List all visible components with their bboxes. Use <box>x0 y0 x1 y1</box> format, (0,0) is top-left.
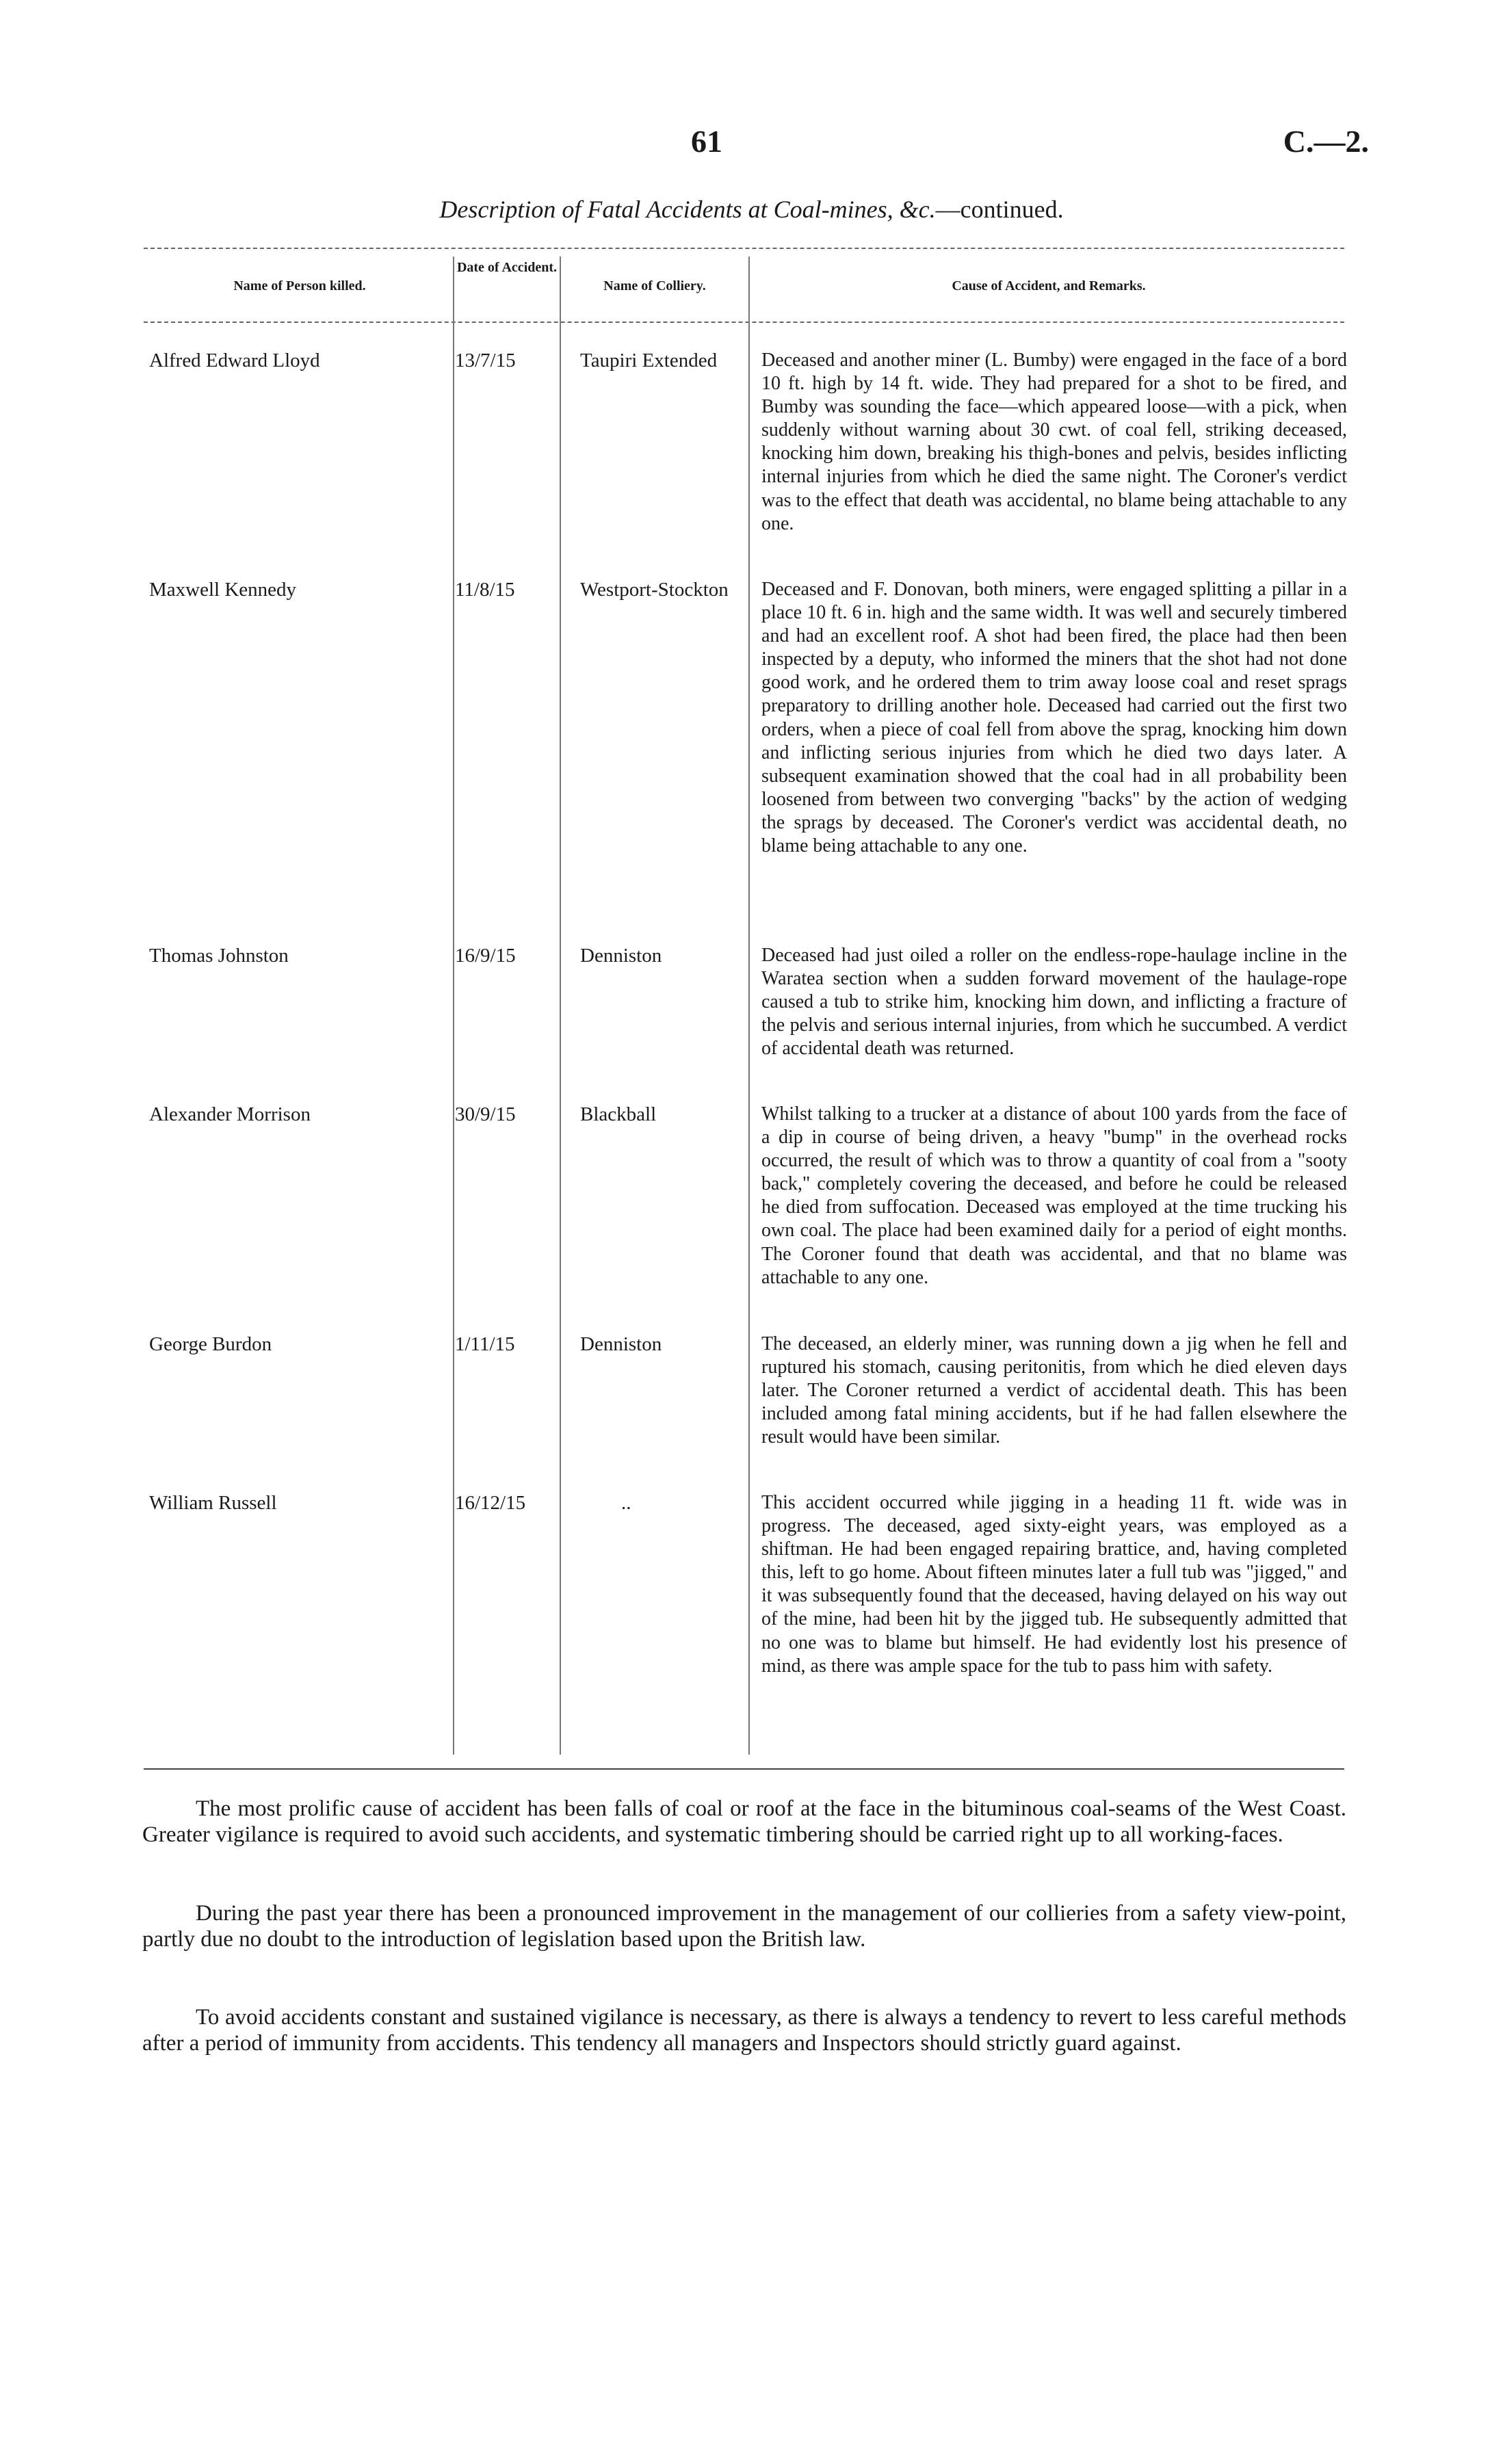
table-row-colliery: Blackball <box>580 1103 657 1125</box>
table-row-date: 16/12/15 <box>455 1492 526 1514</box>
column-header-name: Name of Person killed. <box>233 278 366 293</box>
column-header-date: Date of Accident. <box>456 260 558 275</box>
table-row-cause: The deceased, an elderly miner, was running down a jig when he fell and ruptured his stomach, causing peritonitis, from which he died eleven days later. The Coroner returned a verdict of accidental death. This has been included among fatal mining accidents, but if he had fallen elsewhere the result would have been similar. <box>761 1333 1347 1448</box>
table-row-name: Thomas Johnston <box>149 945 289 967</box>
caption-italic: Description of Fatal Accidents at Coal-mines, &c. <box>439 196 936 223</box>
table-top-rule <box>144 248 1344 249</box>
table-row-name: Alfred Edward Lloyd <box>149 350 320 371</box>
table-row-cause: Deceased and another miner (L. Bumby) were engaged in the face of a bord 10 ft. high by 14 ft. wide. They had prepared for a shot to be fired, and Bumby was sounding the face—which appeared loose—with a pick, when suddenly without warning about 30 cwt. of coal fell, striking deceased, knocking him down, breaking his thigh-bones and pelvis, besides inflicting internal injuries from which he died the same night. The Coroner's verdict was to the effect that death was accidental, no blame being attachable to any one. <box>761 350 1347 534</box>
column-header-colliery: Name of Colliery. <box>603 278 706 293</box>
paragraph-text: The most prolific cause of accident has been falls of coal or roof at the face in the bituminous coal-seams of the West Coast. Greater vigilance is required to avoid such accidents, and systematic timbering should be carried right up to all working-faces. <box>142 1796 1346 1847</box>
table-row-date: 1/11/15 <box>455 1333 515 1355</box>
table-header-rule <box>144 322 1344 323</box>
table-row-cause: This accident occurred while jigging in a heading 11 ft. wide was in progress. The deceased, aged sixty-eight years, was employed as a shiftman. He had been engaged repairing brattice, and, having completed this, left to go home. About fifteen minutes later a full tub was "jigged," and it was subsequently found that the deceased, having delayed on his way out of the mine, had been hit by the jigged tub. He subsequently admitted that no one was to blame but himself. He had evidently lost his presence of mind, as there was ample space for the tub to pass him with safety. <box>761 1492 1347 1677</box>
table-row-cause: Deceased had just oiled a roller on the endless-rope-haulage incline in the Waratea section when a sudden forward movement of the haulage-rope caused a tub to strike him, knocking him down, and inflicting a fracture of the pelvis and serious internal injuries, from which he succumbed. A verdict of accidental death was returned. <box>761 945 1347 1060</box>
column-header-cause: Cause of Accident, and Remarks. <box>952 278 1146 293</box>
paragraph-text: To avoid accidents constant and sustained vigilance is necessary, as there is always a tendency to revert to less careful methods after a period of immunity from accidents. This tendency all managers and Inspectors should strictly guard against. <box>142 2005 1346 2056</box>
table-row-colliery: Denniston <box>580 1333 662 1355</box>
table-row-name: Maxwell Kennedy <box>149 579 297 601</box>
table-row-colliery: Denniston <box>580 945 662 967</box>
table-row-name: William Russell <box>149 1492 277 1514</box>
table-row-name: Alexander Morrison <box>149 1103 311 1125</box>
table-row-cause: Whilst talking to a trucker at a distance of about 100 yards from the face of a dip in course of being driven, a heavy "bump" in the overhead rocks occurred, the result of which was to throw a quantity of coal from a "sooty back," completely covering the deceased, and before he could be released he died from suffocation. Deceased was employed at the time trucking his own coal. The place had been examined daily for a period of eight months. The Coroner found that death was accidental, and that no blame was attachable to any one. <box>761 1103 1347 1288</box>
table-row-date: 13/7/15 <box>455 350 516 371</box>
page-number: 61 <box>691 124 722 159</box>
paragraph <box>142 1900 1346 1952</box>
paragraph-text: During the past year there has been a pronounced improvement in the management of our collieries from a safety view-point, partly due no doubt to the introduction of legislation based upon the British law. <box>142 1901 1346 1952</box>
document-reference: C.—2. <box>1283 124 1369 159</box>
column-divider-date <box>453 257 454 1755</box>
table-row-date: 30/9/15 <box>455 1103 516 1125</box>
paragraph <box>142 2004 1346 2056</box>
table-row-colliery: Taupiri Extended <box>580 350 718 371</box>
column-divider-cause <box>748 257 750 1755</box>
caption-continued: —continued. <box>935 196 1064 223</box>
table-row-date: 11/8/15 <box>455 579 515 601</box>
column-divider-colliery <box>560 257 561 1755</box>
table-row-name: George Burdon <box>149 1333 272 1355</box>
table-row-colliery: .. <box>621 1492 631 1514</box>
paragraph <box>142 1796 1346 1848</box>
table-bottom-rule <box>144 1768 1344 1770</box>
table-row-colliery: Westport-Stockton <box>580 579 729 601</box>
table-caption <box>0 195 1503 224</box>
table-row-cause: Deceased and F. Donovan, both miners, were engaged splitting a pillar in a place 10 ft. 6 in. high and the same width. It was well and securely timbered and had an excellent roof. A shot had been fired, the place had then been inspected by a deputy, who informed the miners that the shot had not done good work, and he ordered them to trim away loose coal and reset sprags preparatory to drilling another hole. Deceased had carried out the first two orders, when a piece of coal fell from above the sprag, knocking him down and inflicting serious injuries from which he died two days later. A subsequent examination showed that the coal had in all probability been loosened from between two converging "backs" by the action of wedging the sprags by deceased. The Coroner's verdict was accidental death, no blame being attachable to any one. <box>761 579 1347 857</box>
table-row-date: 16/9/15 <box>455 945 516 967</box>
